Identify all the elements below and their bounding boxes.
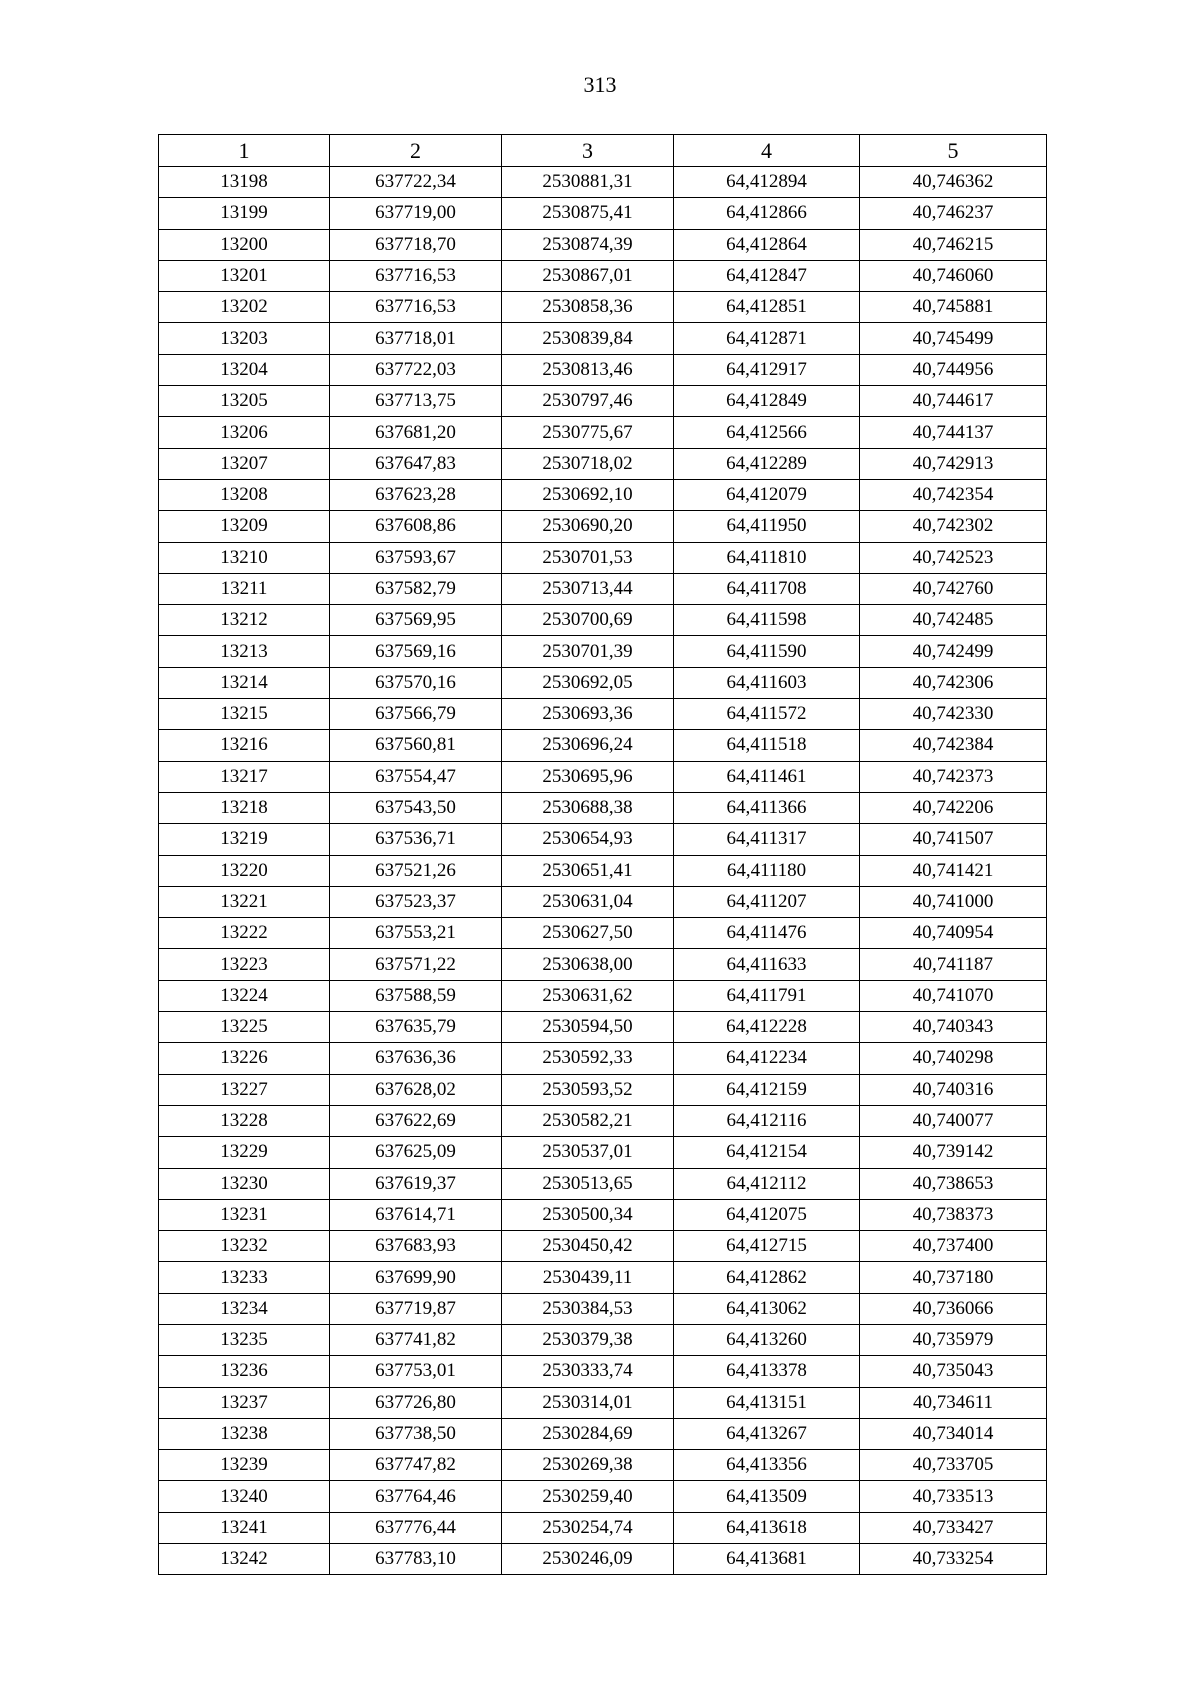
table-cell: 637718,70 xyxy=(330,229,502,260)
table-cell: 2530695,96 xyxy=(502,761,674,792)
table-cell: 13233 xyxy=(159,1262,330,1293)
table-cell: 2530713,44 xyxy=(502,573,674,604)
table-cell: 40,735979 xyxy=(860,1324,1047,1355)
table-cell: 637753,01 xyxy=(330,1356,502,1387)
table-cell: 64,411518 xyxy=(674,730,860,761)
table-cell: 13202 xyxy=(159,292,330,323)
table-cell: 13208 xyxy=(159,479,330,510)
table-row xyxy=(159,855,1047,886)
column-header-4: 4 xyxy=(674,135,860,167)
column-header-1: 1 xyxy=(159,135,330,167)
table-cell: 2530246,09 xyxy=(502,1544,674,1575)
table-cell: 637553,21 xyxy=(330,918,502,949)
table-cell: 13200 xyxy=(159,229,330,260)
table-row xyxy=(159,667,1047,698)
table-cell: 40,745881 xyxy=(860,292,1047,323)
table-cell: 637588,59 xyxy=(330,980,502,1011)
table-cell: 64,412075 xyxy=(674,1199,860,1230)
table-cell: 64,411476 xyxy=(674,918,860,949)
table-cell: 64,411708 xyxy=(674,573,860,604)
table-cell: 637726,80 xyxy=(330,1387,502,1418)
table-cell: 40,738373 xyxy=(860,1199,1047,1230)
table-cell: 637747,82 xyxy=(330,1450,502,1481)
table-cell: 2530867,01 xyxy=(502,260,674,291)
table-row xyxy=(159,730,1047,761)
table-cell: 40,742485 xyxy=(860,605,1047,636)
table-cell: 64,413062 xyxy=(674,1293,860,1324)
table-cell: 2530500,34 xyxy=(502,1199,674,1230)
table-cell: 13231 xyxy=(159,1199,330,1230)
table-cell: 2530379,38 xyxy=(502,1324,674,1355)
table-cell: 2530701,39 xyxy=(502,636,674,667)
table-cell: 13199 xyxy=(159,198,330,229)
table-cell: 637523,37 xyxy=(330,886,502,917)
table-cell: 13240 xyxy=(159,1481,330,1512)
table-cell: 2530718,02 xyxy=(502,448,674,479)
table-cell: 2530875,41 xyxy=(502,198,674,229)
table-cell: 64,411810 xyxy=(674,542,860,573)
table-row xyxy=(159,1387,1047,1418)
table-cell: 13212 xyxy=(159,605,330,636)
table-cell: 40,744137 xyxy=(860,417,1047,448)
table-cell: 13220 xyxy=(159,855,330,886)
table-cell: 13242 xyxy=(159,1544,330,1575)
table-row xyxy=(159,1105,1047,1136)
table-row xyxy=(159,1231,1047,1262)
table-cell: 637783,10 xyxy=(330,1544,502,1575)
table-row xyxy=(159,1199,1047,1230)
table-cell: 637681,20 xyxy=(330,417,502,448)
table-cell: 2530701,53 xyxy=(502,542,674,573)
table-cell: 40,741187 xyxy=(860,949,1047,980)
table-cell: 637569,95 xyxy=(330,605,502,636)
table-cell: 637683,93 xyxy=(330,1231,502,1262)
table-cell: 64,412851 xyxy=(674,292,860,323)
table-cell: 40,745499 xyxy=(860,323,1047,354)
table-cell: 2530450,42 xyxy=(502,1231,674,1262)
table-cell: 40,742913 xyxy=(860,448,1047,479)
table-cell: 64,411366 xyxy=(674,792,860,823)
table-body xyxy=(159,167,1047,1575)
table-cell: 40,744617 xyxy=(860,386,1047,417)
table-cell: 637699,90 xyxy=(330,1262,502,1293)
table-cell: 64,413267 xyxy=(674,1418,860,1449)
table-cell: 40,733705 xyxy=(860,1450,1047,1481)
table-cell: 40,736066 xyxy=(860,1293,1047,1324)
table-cell: 2530692,05 xyxy=(502,667,674,698)
table-cell: 64,412871 xyxy=(674,323,860,354)
table-cell: 2530582,21 xyxy=(502,1105,674,1136)
table-cell: 40,741421 xyxy=(860,855,1047,886)
table-cell: 637569,16 xyxy=(330,636,502,667)
table-cell: 64,413681 xyxy=(674,1544,860,1575)
table-cell: 13227 xyxy=(159,1074,330,1105)
table-cell: 13204 xyxy=(159,354,330,385)
table-cell: 2530690,20 xyxy=(502,511,674,542)
table-cell: 13206 xyxy=(159,417,330,448)
table-cell: 637628,02 xyxy=(330,1074,502,1105)
table-cell: 13238 xyxy=(159,1418,330,1449)
table-cell: 637738,50 xyxy=(330,1418,502,1449)
table-cell: 40,740298 xyxy=(860,1043,1047,1074)
table-cell: 64,411950 xyxy=(674,511,860,542)
table-cell: 13232 xyxy=(159,1231,330,1262)
table-row xyxy=(159,1512,1047,1543)
table-cell: 13224 xyxy=(159,980,330,1011)
table-cell: 13209 xyxy=(159,511,330,542)
table-row xyxy=(159,1262,1047,1293)
table-cell: 13223 xyxy=(159,949,330,980)
table-row xyxy=(159,229,1047,260)
table-cell: 2530627,50 xyxy=(502,918,674,949)
table-cell: 637636,36 xyxy=(330,1043,502,1074)
table-cell: 64,411590 xyxy=(674,636,860,667)
table-cell: 2530269,38 xyxy=(502,1450,674,1481)
table-cell: 40,734014 xyxy=(860,1418,1047,1449)
table-cell: 64,412228 xyxy=(674,1012,860,1043)
table-cell: 13215 xyxy=(159,699,330,730)
table-cell: 637764,46 xyxy=(330,1481,502,1512)
table-cell: 40,733513 xyxy=(860,1481,1047,1512)
table-cell: 2530813,46 xyxy=(502,354,674,385)
table-cell: 40,734611 xyxy=(860,1387,1047,1418)
table-cell: 637716,53 xyxy=(330,292,502,323)
table-cell: 40,741507 xyxy=(860,824,1047,855)
table-cell: 13217 xyxy=(159,761,330,792)
table-cell: 637614,71 xyxy=(330,1199,502,1230)
header-row xyxy=(159,135,1047,167)
table-cell: 64,412864 xyxy=(674,229,860,260)
table-cell: 637622,69 xyxy=(330,1105,502,1136)
table-cell: 64,411598 xyxy=(674,605,860,636)
table-cell: 40,742330 xyxy=(860,699,1047,730)
page-number: 313 xyxy=(583,72,617,97)
table-cell: 40,746362 xyxy=(860,167,1047,198)
table-cell: 637554,47 xyxy=(330,761,502,792)
table-cell: 13210 xyxy=(159,542,330,573)
table-cell: 2530592,33 xyxy=(502,1043,674,1074)
table-row xyxy=(159,198,1047,229)
table-cell: 2530692,10 xyxy=(502,479,674,510)
table-cell: 2530631,04 xyxy=(502,886,674,917)
table-cell: 64,412862 xyxy=(674,1262,860,1293)
table-cell: 2530797,46 xyxy=(502,386,674,417)
table-cell: 13241 xyxy=(159,1512,330,1543)
table-cell: 2530654,93 xyxy=(502,824,674,855)
table-cell: 13198 xyxy=(159,167,330,198)
table-row xyxy=(159,792,1047,823)
table-cell: 637619,37 xyxy=(330,1168,502,1199)
table-cell: 13222 xyxy=(159,918,330,949)
table-cell: 40,733427 xyxy=(860,1512,1047,1543)
table-cell: 64,413378 xyxy=(674,1356,860,1387)
table-cell: 13228 xyxy=(159,1105,330,1136)
table-cell: 13234 xyxy=(159,1293,330,1324)
table-row xyxy=(159,949,1047,980)
table-cell: 40,737400 xyxy=(860,1231,1047,1262)
table-cell: 13219 xyxy=(159,824,330,855)
table-cell: 64,412866 xyxy=(674,198,860,229)
table-cell: 2530638,00 xyxy=(502,949,674,980)
table-cell: 64,412112 xyxy=(674,1168,860,1199)
table-cell: 40,733254 xyxy=(860,1544,1047,1575)
table-cell: 40,746237 xyxy=(860,198,1047,229)
table-row xyxy=(159,636,1047,667)
table-cell: 13230 xyxy=(159,1168,330,1199)
table-cell: 13211 xyxy=(159,573,330,604)
table-cell: 2530254,74 xyxy=(502,1512,674,1543)
table-cell: 40,740954 xyxy=(860,918,1047,949)
table-cell: 637722,34 xyxy=(330,167,502,198)
table-cell: 2530333,74 xyxy=(502,1356,674,1387)
table-row xyxy=(159,1293,1047,1324)
table-cell: 40,737180 xyxy=(860,1262,1047,1293)
table-cell: 13201 xyxy=(159,260,330,291)
table-cell: 637635,79 xyxy=(330,1012,502,1043)
table-cell: 637593,67 xyxy=(330,542,502,573)
table-cell: 2530284,69 xyxy=(502,1418,674,1449)
table-cell: 637741,82 xyxy=(330,1324,502,1355)
table-row xyxy=(159,980,1047,1011)
table-cell: 64,412159 xyxy=(674,1074,860,1105)
table-cell: 64,411461 xyxy=(674,761,860,792)
table-cell: 64,412154 xyxy=(674,1137,860,1168)
table-cell: 2530651,41 xyxy=(502,855,674,886)
column-header-5: 5 xyxy=(860,135,1047,167)
table-cell: 40,742206 xyxy=(860,792,1047,823)
table-row xyxy=(159,699,1047,730)
table-cell: 2530314,01 xyxy=(502,1387,674,1418)
table-cell: 13203 xyxy=(159,323,330,354)
table-cell: 64,412079 xyxy=(674,479,860,510)
table-cell: 13236 xyxy=(159,1356,330,1387)
table-row xyxy=(159,605,1047,636)
table-cell: 64,412116 xyxy=(674,1105,860,1136)
table-cell: 637560,81 xyxy=(330,730,502,761)
table-row xyxy=(159,1418,1047,1449)
table-cell: 40,738653 xyxy=(860,1168,1047,1199)
table-row xyxy=(159,1450,1047,1481)
table-cell: 637625,09 xyxy=(330,1137,502,1168)
table-row xyxy=(159,886,1047,917)
table-row xyxy=(159,511,1047,542)
table-cell: 2530858,36 xyxy=(502,292,674,323)
table-cell: 40,740316 xyxy=(860,1074,1047,1105)
column-header-2: 2 xyxy=(330,135,502,167)
table-cell: 13221 xyxy=(159,886,330,917)
table-cell: 2530839,84 xyxy=(502,323,674,354)
table-cell: 2530700,69 xyxy=(502,605,674,636)
table-cell: 40,740343 xyxy=(860,1012,1047,1043)
table-cell: 64,411180 xyxy=(674,855,860,886)
table-cell: 2530513,65 xyxy=(502,1168,674,1199)
table-cell: 64,412289 xyxy=(674,448,860,479)
table-cell: 40,740077 xyxy=(860,1105,1047,1136)
table-cell: 40,742306 xyxy=(860,667,1047,698)
table-row xyxy=(159,824,1047,855)
table-row xyxy=(159,1043,1047,1074)
table-cell: 637582,79 xyxy=(330,573,502,604)
table-cell: 2530874,39 xyxy=(502,229,674,260)
table-row xyxy=(159,1544,1047,1575)
table-cell: 13207 xyxy=(159,448,330,479)
table-row xyxy=(159,354,1047,385)
table-row xyxy=(159,542,1047,573)
table-row xyxy=(159,479,1047,510)
table-cell: 2530439,11 xyxy=(502,1262,674,1293)
table-cell: 40,735043 xyxy=(860,1356,1047,1387)
table-cell: 40,741070 xyxy=(860,980,1047,1011)
table-cell: 64,412566 xyxy=(674,417,860,448)
table-cell: 637722,03 xyxy=(330,354,502,385)
table-cell: 2530775,67 xyxy=(502,417,674,448)
table-cell: 2530631,62 xyxy=(502,980,674,1011)
table-cell: 40,742760 xyxy=(860,573,1047,604)
table-cell: 13229 xyxy=(159,1137,330,1168)
table-cell: 637719,00 xyxy=(330,198,502,229)
table-cell: 637776,44 xyxy=(330,1512,502,1543)
table-cell: 637647,83 xyxy=(330,448,502,479)
table-row xyxy=(159,1074,1047,1105)
table-cell: 13216 xyxy=(159,730,330,761)
table-cell: 13237 xyxy=(159,1387,330,1418)
table-cell: 637716,53 xyxy=(330,260,502,291)
table-cell: 40,742523 xyxy=(860,542,1047,573)
table-row xyxy=(159,1356,1047,1387)
table-header xyxy=(159,135,1047,167)
table-row xyxy=(159,918,1047,949)
table-cell: 637543,50 xyxy=(330,792,502,823)
table-cell: 64,412847 xyxy=(674,260,860,291)
table-row xyxy=(159,573,1047,604)
table-row xyxy=(159,1481,1047,1512)
table-cell: 40,741000 xyxy=(860,886,1047,917)
table-row xyxy=(159,761,1047,792)
table-cell: 13218 xyxy=(159,792,330,823)
table-cell: 64,412917 xyxy=(674,354,860,385)
table-cell: 637713,75 xyxy=(330,386,502,417)
table-cell: 64,412234 xyxy=(674,1043,860,1074)
table-cell: 64,411207 xyxy=(674,886,860,917)
table-cell: 637521,26 xyxy=(330,855,502,886)
table-row xyxy=(159,260,1047,291)
table-cell: 40,742384 xyxy=(860,730,1047,761)
table-cell: 64,413356 xyxy=(674,1450,860,1481)
table-cell: 64,412894 xyxy=(674,167,860,198)
column-header-3: 3 xyxy=(502,135,674,167)
table-cell: 13213 xyxy=(159,636,330,667)
table-cell: 13205 xyxy=(159,386,330,417)
table-row xyxy=(159,1168,1047,1199)
table-row xyxy=(159,323,1047,354)
table-cell: 64,411317 xyxy=(674,824,860,855)
table-cell: 64,412715 xyxy=(674,1231,860,1262)
table-cell: 2530259,40 xyxy=(502,1481,674,1512)
table-cell: 40,742373 xyxy=(860,761,1047,792)
table-cell: 2530688,38 xyxy=(502,792,674,823)
table-cell: 40,742302 xyxy=(860,511,1047,542)
coordinates-table xyxy=(158,134,1047,1575)
table-cell: 13226 xyxy=(159,1043,330,1074)
table-cell: 2530693,36 xyxy=(502,699,674,730)
table-cell: 2530384,53 xyxy=(502,1293,674,1324)
table-cell: 2530537,01 xyxy=(502,1137,674,1168)
table-cell: 13225 xyxy=(159,1012,330,1043)
table-cell: 2530881,31 xyxy=(502,167,674,198)
table-cell: 64,412849 xyxy=(674,386,860,417)
table-cell: 64,413509 xyxy=(674,1481,860,1512)
table-row xyxy=(159,386,1047,417)
table-cell: 637566,79 xyxy=(330,699,502,730)
table-cell: 64,413151 xyxy=(674,1387,860,1418)
table-cell: 64,411791 xyxy=(674,980,860,1011)
table-row xyxy=(159,448,1047,479)
table-cell: 64,411572 xyxy=(674,699,860,730)
table-cell: 40,739142 xyxy=(860,1137,1047,1168)
table-cell: 637571,22 xyxy=(330,949,502,980)
table-cell: 2530696,24 xyxy=(502,730,674,761)
table-cell: 40,742499 xyxy=(860,636,1047,667)
table-cell: 64,411603 xyxy=(674,667,860,698)
table-cell: 2530593,52 xyxy=(502,1074,674,1105)
table-cell: 64,411633 xyxy=(674,949,860,980)
table-cell: 637719,87 xyxy=(330,1293,502,1324)
table-row xyxy=(159,1137,1047,1168)
table-cell: 64,413618 xyxy=(674,1512,860,1543)
table-cell: 40,746060 xyxy=(860,260,1047,291)
table-row xyxy=(159,292,1047,323)
table-cell: 2530594,50 xyxy=(502,1012,674,1043)
table-row xyxy=(159,417,1047,448)
table-cell: 13235 xyxy=(159,1324,330,1355)
table-cell: 637718,01 xyxy=(330,323,502,354)
table-cell: 40,746215 xyxy=(860,229,1047,260)
table-cell: 64,413260 xyxy=(674,1324,860,1355)
table-cell: 40,742354 xyxy=(860,479,1047,510)
table-cell: 637536,71 xyxy=(330,824,502,855)
table-cell: 637623,28 xyxy=(330,479,502,510)
table-cell: 13239 xyxy=(159,1450,330,1481)
table-row xyxy=(159,1324,1047,1355)
table-cell: 637608,86 xyxy=(330,511,502,542)
table-row xyxy=(159,167,1047,198)
table-row xyxy=(159,1012,1047,1043)
table-cell: 13214 xyxy=(159,667,330,698)
table-cell: 637570,16 xyxy=(330,667,502,698)
table-cell: 40,744956 xyxy=(860,354,1047,385)
